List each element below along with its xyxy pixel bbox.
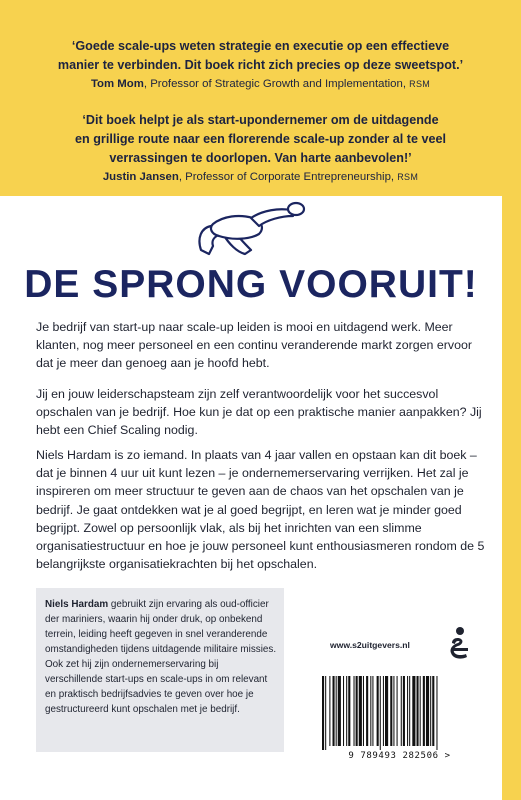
book-title: DE SPRONG VOORUIT!	[24, 263, 478, 306]
barcode-bar	[383, 676, 384, 746]
barcode-bar	[385, 676, 388, 746]
quote-text	[24, 111, 497, 168]
barcode-bar	[403, 676, 405, 746]
leaping-figure-illustration	[193, 198, 313, 260]
barcode-bar	[322, 676, 324, 750]
quote-role: , Professor of Strategic Growth and Implementation,	[143, 78, 406, 90]
barcode-bar	[423, 676, 425, 746]
barcode-bar	[329, 676, 330, 746]
quote-institution: RSM	[397, 172, 419, 182]
author-bio-box	[36, 588, 284, 752]
quote-role: , Professor of Corporate Entrepreneurship,	[178, 171, 395, 183]
author-bio-text: gebruikt zijn ervaring als oud-officier der mariniers, waarin hij onder druk, op onbekend terrein, leiding heeft gegeven in snel veranderende omstandigheden tijdens uitdagende militaire missies. Ook zet hij zijn ondernemerservaring bij verschillende start-ups en scale-ups in om relevant en praktisch bedrijfsadvies te geven over hoe je gestructureerd kunt opschalen met je bedrijf.	[45, 599, 277, 715]
quote	[24, 111, 497, 186]
barcode-bar	[366, 676, 368, 746]
isbn-number: 9 789493 282506 >	[348, 751, 451, 761]
isbn-barcode	[316, 674, 483, 764]
barcode-bar	[359, 676, 362, 746]
barcode-bar	[432, 676, 434, 746]
barcode-bars	[316, 674, 483, 752]
quote-line: ‘Goede scale-ups weten strategie en executie op een effectieve	[71, 39, 450, 53]
barcode-bar	[420, 676, 421, 746]
quote-line: verrassingen te doorlopen. Van harte aanbevolen!’	[109, 151, 412, 165]
barcode-bar	[393, 676, 394, 746]
quote	[24, 37, 497, 93]
barcode-bar	[325, 676, 326, 750]
barcode-bar	[363, 676, 364, 746]
barcode-bar	[348, 676, 350, 746]
barcode-bar	[356, 676, 358, 746]
quote-author: Tom Mom	[90, 78, 144, 90]
author-name: Niels Hardam	[45, 599, 109, 610]
barcode-bar	[380, 676, 381, 750]
quote-line: manier te verbinden. Dit boek richt zich precies op deze sweetspot.’	[57, 58, 464, 72]
barcode-bar	[370, 676, 371, 746]
barcode-bar	[338, 676, 341, 746]
barcode-bar	[412, 676, 415, 746]
publisher-website: www.s2uitgevers.nl	[330, 640, 410, 650]
description-paragraph: Je bedrijf van start-up naar scale-up leiden is mooi en uitdagend werk. Meer klanten, nog meer personeel en een continu veranderende markt zorgen ervoor dat je meer dan genoeg aan je hoofd hebt.	[36, 320, 473, 371]
quote-line: ‘Dit boek helpt je als start-upondernemer om de uitdagende	[82, 113, 439, 127]
barcode-bar	[390, 676, 392, 746]
quote-institution: RSM	[409, 79, 431, 89]
barcode-bar	[417, 676, 419, 746]
quote-attribution	[24, 76, 497, 93]
quote-text	[24, 37, 497, 75]
quotes-band	[0, 0, 521, 196]
barcode-bar	[407, 676, 408, 746]
barcode-bar	[377, 676, 379, 746]
s2-publisher-logo-icon	[449, 626, 471, 660]
author-bio	[45, 597, 277, 717]
barcode-bar	[354, 676, 355, 746]
barcode-bar	[430, 676, 431, 746]
barcode-bar	[343, 676, 344, 746]
yellow-edge-strip	[502, 196, 521, 800]
barcode-bar	[336, 676, 337, 746]
barcode-bar	[346, 676, 347, 746]
barcode-bar	[409, 676, 410, 746]
barcode-bar	[436, 676, 437, 750]
barcode-bar	[397, 676, 398, 746]
quote-author: Justin Jansen	[102, 171, 179, 183]
barcode-bar	[426, 676, 429, 746]
barcode-bar	[401, 676, 402, 746]
description-paragraph: Niels Hardam is zo iemand. In plaats van 4 jaar vallen en opstaan kan dit boek – dat je binnen 4 uur uit kunt lezen – je ondernemerservaring verrijken. Het zal je inspireren om meer structuur te geven aan de chaos van het opschalen van je bedrijf. Je gaat ontdekken wat je al goed begrijpt, en leren wat je minder goed begrijpt. Zowel op persoonlijk vlak, als bij het inrichten van een slimme organisatiestructuur en hoe je jouw personeel kunt enthousiasmeren rondom de 5 belangrijkste organisatiekrachten bij het opschalen.	[36, 448, 485, 572]
barcode-bar	[333, 676, 335, 746]
quote-line: en grillige route naar een florerende scale-up zonder al te veel	[75, 132, 446, 146]
barcode-bar	[372, 676, 373, 746]
quote-attribution	[24, 169, 497, 186]
description-paragraph: Jij en jouw leiderschapsteam zijn zelf verantwoordelijk voor het succesvol opschalen van je bedrijf. Hoe kun je dat op een praktische manier aanpakken? Jij hebt een Chief Scaling nodig.	[36, 387, 482, 438]
